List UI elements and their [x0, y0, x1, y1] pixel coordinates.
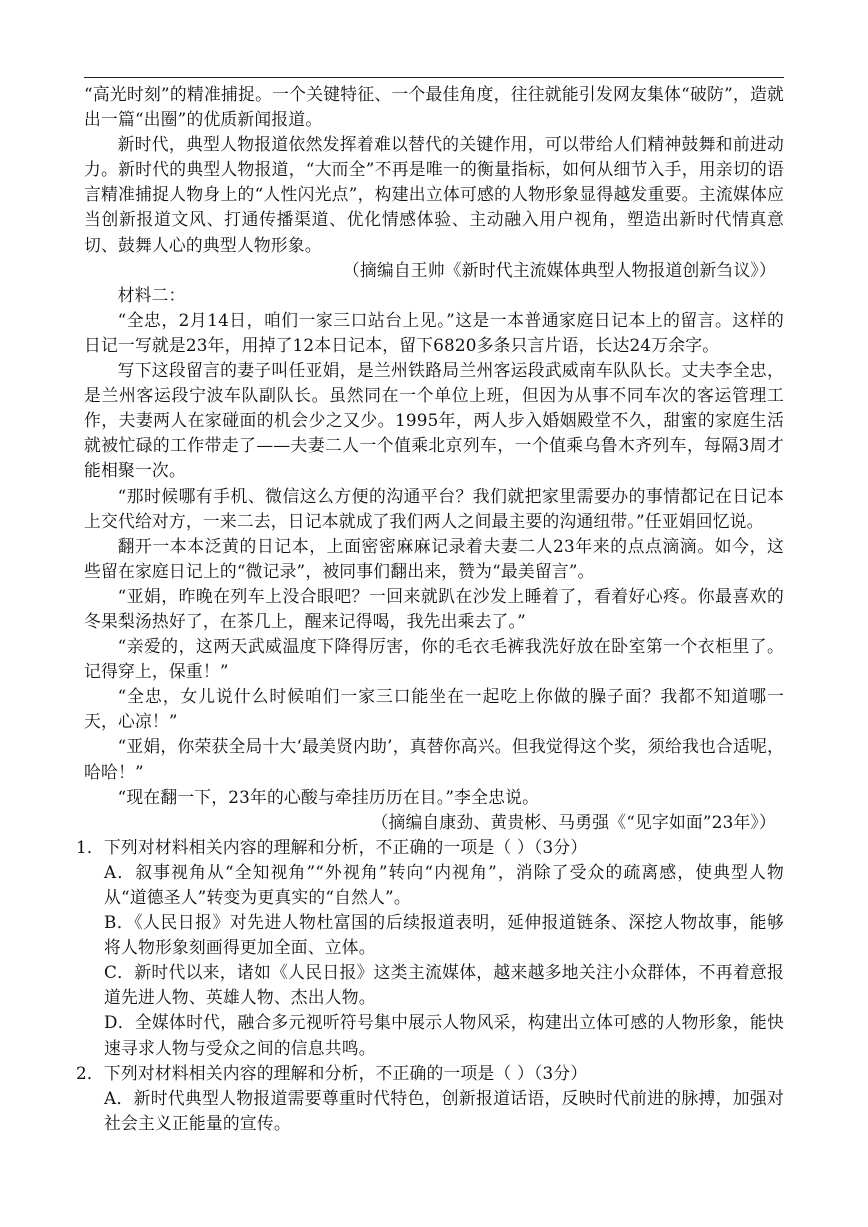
question-1-option-a: A．叙事视角从“全知视角”“外视角”转向“内视角”，消除了受众的疏离感，使典型人物从“道德圣人”转变为更真实的“自然人”。	[104, 861, 784, 907]
material2-source: （摘编自康劲、黄贵彬、马勇强《“见字如面”23年》）	[371, 811, 776, 832]
material2-paragraph-1: “全忠，2月14日，咱们一家三口站台上见。”这是一本普通家庭日记本上的留言。这样的日记一写就是23年，用掉了12本日记本，留下6820多条只言片语，长达24万余字。	[84, 309, 784, 355]
material1-paragraph-1: “高光时刻”的精准捕捉。一个关键特征、一个最佳角度，往往就能引发网友集体“破防”，造就出一篇“出圈”的优质新闻报道。	[84, 84, 784, 130]
material1-source: （摘编自王帅《新时代主流媒体典型人物报道创新刍议》）	[342, 259, 776, 280]
question-2-stem: 2．下列对材料相关内容的理解和分析，不正确的一项是（ ）（3分）	[76, 1062, 588, 1083]
question-1-option-b: B．《人民日报》对先进人物杜富国的后续报道表明，延伸报道链条、深挖人物故事，能够将人物形象刻画得更加全面、立体。	[104, 912, 784, 958]
question-1-stem: 1．下列对材料相关内容的理解和分析，不正确的一项是（ ）（3分）	[76, 836, 588, 857]
material2-title: 材料二：	[117, 284, 186, 305]
question-2-option-a: A．新时代典型人物报道需要尊重时代特色，创新报道话语，反映时代前进的脉搏，加强对社会主义正能量的宣传。	[104, 1087, 784, 1133]
question-1	[76, 835, 784, 1061]
diary-note-1: “亚娟，昨晚在列车上没合眼吧？一回来就趴在沙发上睡着了，看着好心疼。你最喜欢的冬果梨汤热好了，在茶几上，醒来记得喝，我先出乘去了。”	[84, 585, 784, 631]
diary-note-2: “亲爱的，这两天武威温度下降得厉害，你的毛衣毛裤我洗好放在卧室第一个衣柜里了。记得穿上，保重！”	[84, 636, 784, 682]
diary-note-4: “亚娟，你荣获全局十大‘最美贤内助’，真替你高兴。但我觉得这个奖，须给我也合适呢，哈哈！”	[84, 736, 784, 782]
question-2	[76, 1061, 784, 1136]
header-rule	[84, 77, 784, 78]
question-1-option-d: D．全媒体时代，融合多元视听符号集中展示人物风采，构建出立体可感的人物形象，能快速寻求人物与受众之间的信息共鸣。	[104, 1012, 784, 1058]
diary-note-3: “全忠，女儿说什么时候咱们一家三口能坐在一起吃上你做的臊子面？我都不知道哪一天，心凉！”	[84, 686, 784, 732]
material2-paragraph-4: 翻开一本本泛黄的日记本，上面密密麻麻记录着夫妻二人23年来的点点滴滴。如今，这些留在家庭日记上的“微记录”，被同事们翻出来，赞为“最美留言”。	[84, 535, 784, 581]
material2-closing: “现在翻一下，23年的心酸与牵挂历历在目。”李全忠说。	[117, 786, 540, 807]
material1-paragraph-2: 新时代，典型人物报道依然发挥着难以替代的关键作用，可以带给人们精神鼓舞和前进动力。新时代的典型人物报道，“大而全”不再是唯一的衡量指标，如何从细节入手，用亲切的语言精准捕捉人物身上的“人性闪光点”，构建出立体可感的人物形象显得越发重要。主流媒体应当创新报道文风、打通传播渠道、优化情感体验、主动融入用户视角，塑造出新时代情真意切、鼓舞人心的典型人物形象。	[84, 134, 784, 255]
material2-paragraph-2: 写下这段留言的妻子叫任亚娟，是兰州铁路局兰州客运段武威南车队队长。丈夫李全忠，是兰州客运段宁波车队副队长。虽然同在一个单位上班，但因为从事不同车次的客运管理工作，夫妻两人在家碰面的机会少之又少。1995年，两人步入婚姻殿堂不久，甜蜜的家庭生活就被忙碌的工作带走了——夫妻二人一个值乘北京列车，一个值乘乌鲁木齐列车，每隔3周才能相聚一次。	[84, 360, 784, 481]
question-1-option-c: C．新时代以来，诸如《人民日报》这类主流媒体，越来越多地关注小众群体，不再着意报道先进人物、英雄人物、杰出人物。	[104, 962, 784, 1008]
material2-paragraph-3: “那时候哪有手机、微信这么方便的沟通平台？我们就把家里需要办的事情都记在日记本上交代给对方，一来二去，日记本就成了我们两人之间最主要的沟通纽带。”任亚娟回忆说。	[84, 485, 784, 531]
reading-material	[76, 82, 784, 1136]
